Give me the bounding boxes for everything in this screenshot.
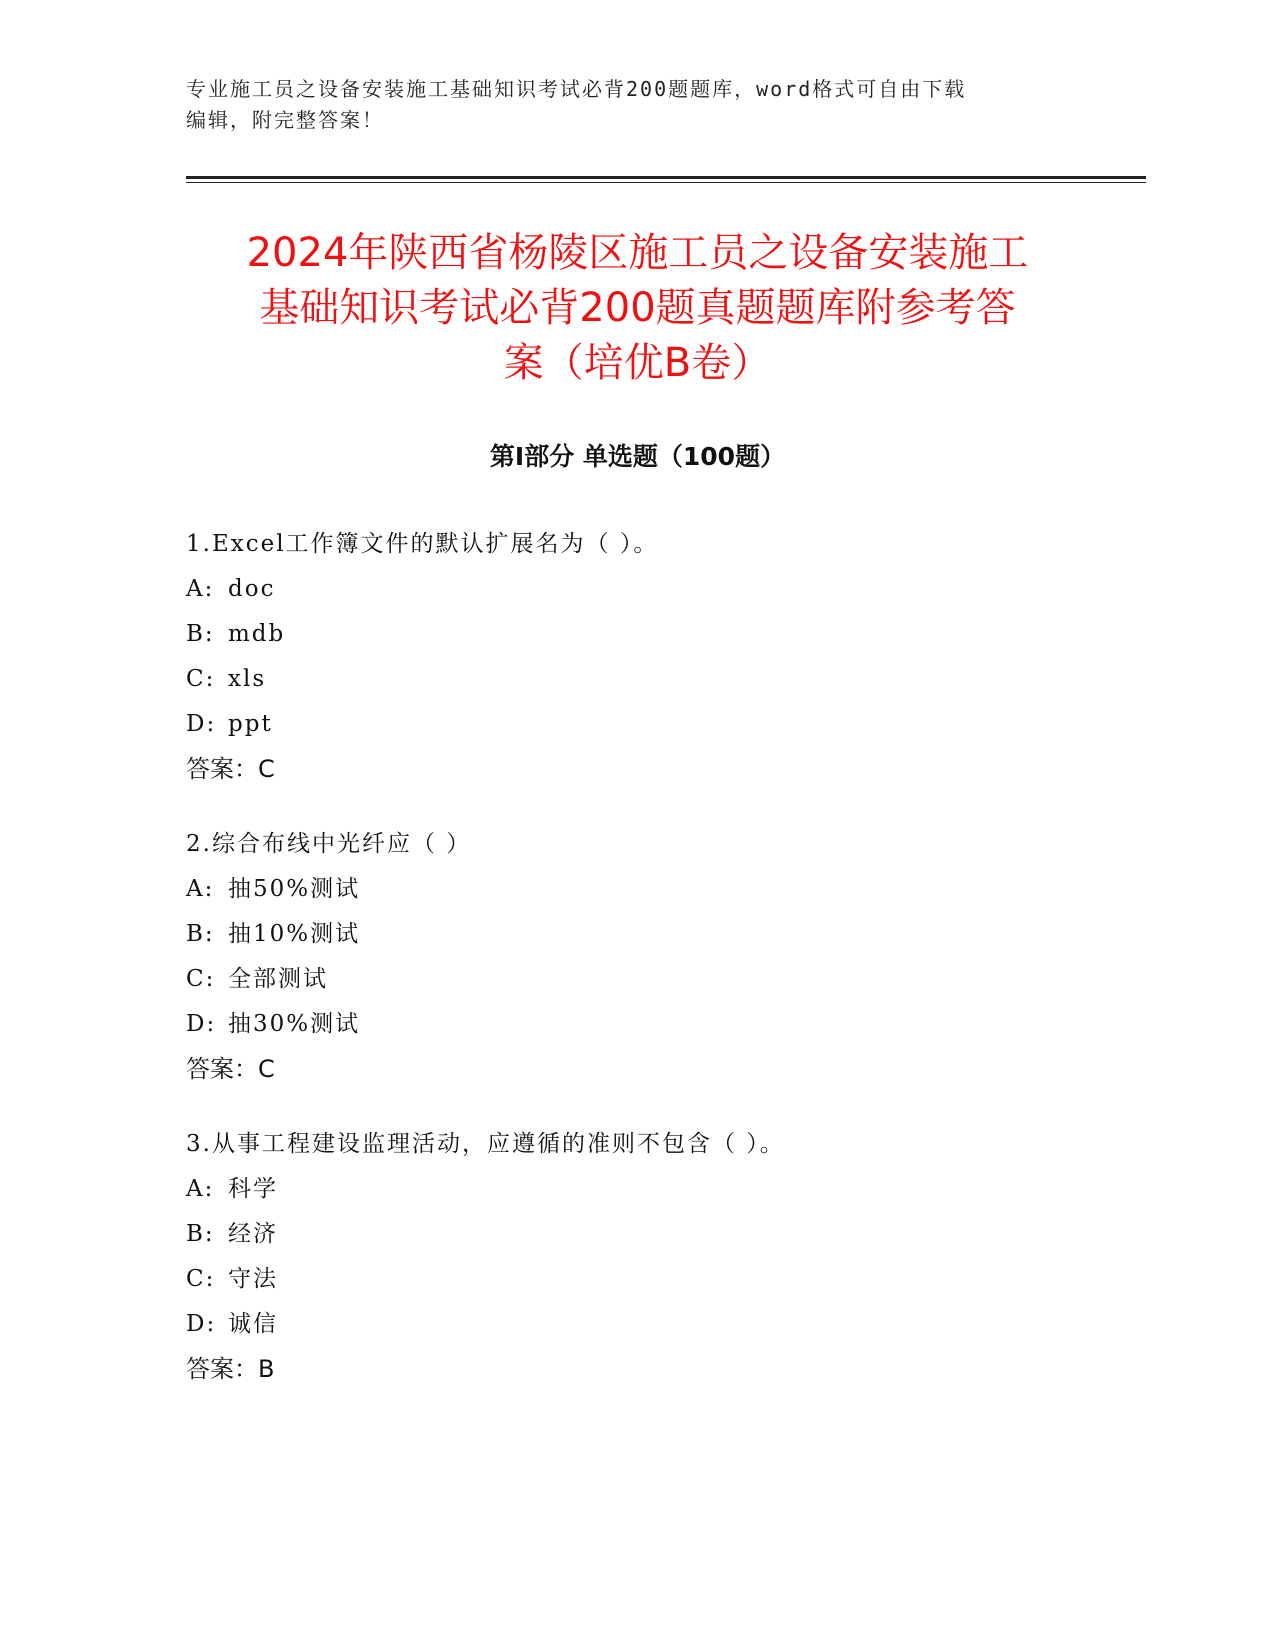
header-divider-thick: [186, 176, 1146, 179]
option-text: 全部测试: [228, 966, 328, 992]
question-2: [186, 822, 1146, 1092]
answer: 答案：C: [186, 1055, 275, 1083]
option-c: [186, 1257, 1146, 1302]
question-list: [186, 522, 1146, 1422]
option-key: B:: [186, 1221, 215, 1247]
option-key: D:: [186, 1011, 217, 1037]
option-key: C:: [186, 1266, 216, 1292]
option-b: [186, 1212, 1146, 1257]
header-note-line-2: 编辑，附完整答案！: [186, 108, 384, 132]
title-line-3: 案（培优B卷）: [503, 340, 772, 386]
question-stem: 1.Excel工作簿文件的默认扩展名为（ ）。: [186, 531, 659, 557]
answer: 答案：C: [186, 755, 275, 783]
option-text: xls: [228, 666, 267, 692]
option-text: 科学: [228, 1176, 278, 1202]
section-title: 第Ⅰ部分 单选题（100题）: [489, 442, 786, 471]
option-text: doc: [228, 576, 276, 602]
option-text: 抽30%测试: [228, 1011, 361, 1037]
option-key: B:: [186, 921, 215, 947]
option-c: [186, 957, 1146, 1002]
header-note-line-1: 专业施工员之设备安装施工基础知识考试必背200题题库，word格式可自由下载: [186, 77, 967, 101]
option-d: [186, 1302, 1146, 1347]
option-d: [186, 1002, 1146, 1047]
title-line-1: 2024年陕西省杨陵区施工员之设备安装施工: [246, 230, 1029, 276]
question-stem: 3.从事工程建设监理活动，应遵循的准则不包含（ ）。: [186, 1131, 785, 1157]
option-key: C:: [186, 966, 216, 992]
option-a: [186, 1167, 1146, 1212]
option-text: 诚信: [228, 1311, 278, 1337]
title-line-2: 基础知识考试必背200题真题题库附参考答: [259, 285, 1016, 331]
option-text: 经济: [228, 1221, 278, 1247]
option-key: C:: [186, 666, 216, 692]
option-text: 守法: [228, 1266, 278, 1292]
document-title: [170, 226, 1105, 391]
option-key: A:: [186, 876, 215, 902]
option-text: ppt: [228, 711, 273, 737]
option-c: [186, 657, 1146, 702]
option-key: A:: [186, 1176, 215, 1202]
option-key: D:: [186, 1311, 217, 1337]
option-b: [186, 912, 1146, 957]
option-d: [186, 702, 1146, 747]
option-b: [186, 612, 1146, 657]
question-3: [186, 1122, 1146, 1392]
question-1: [186, 522, 1146, 792]
option-key: A:: [186, 576, 215, 602]
option-key: D:: [186, 711, 217, 737]
option-a: [186, 567, 1146, 612]
option-text: 抽50%测试: [228, 876, 361, 902]
header-note: [186, 74, 1086, 136]
header-divider-thin: [186, 182, 1146, 183]
answer: 答案：B: [186, 1355, 275, 1383]
option-a: [186, 867, 1146, 912]
question-stem: 2.综合布线中光纤应（ ）: [186, 831, 472, 857]
option-key: B:: [186, 621, 215, 647]
option-text: 抽10%测试: [228, 921, 361, 947]
option-text: mdb: [228, 621, 286, 647]
